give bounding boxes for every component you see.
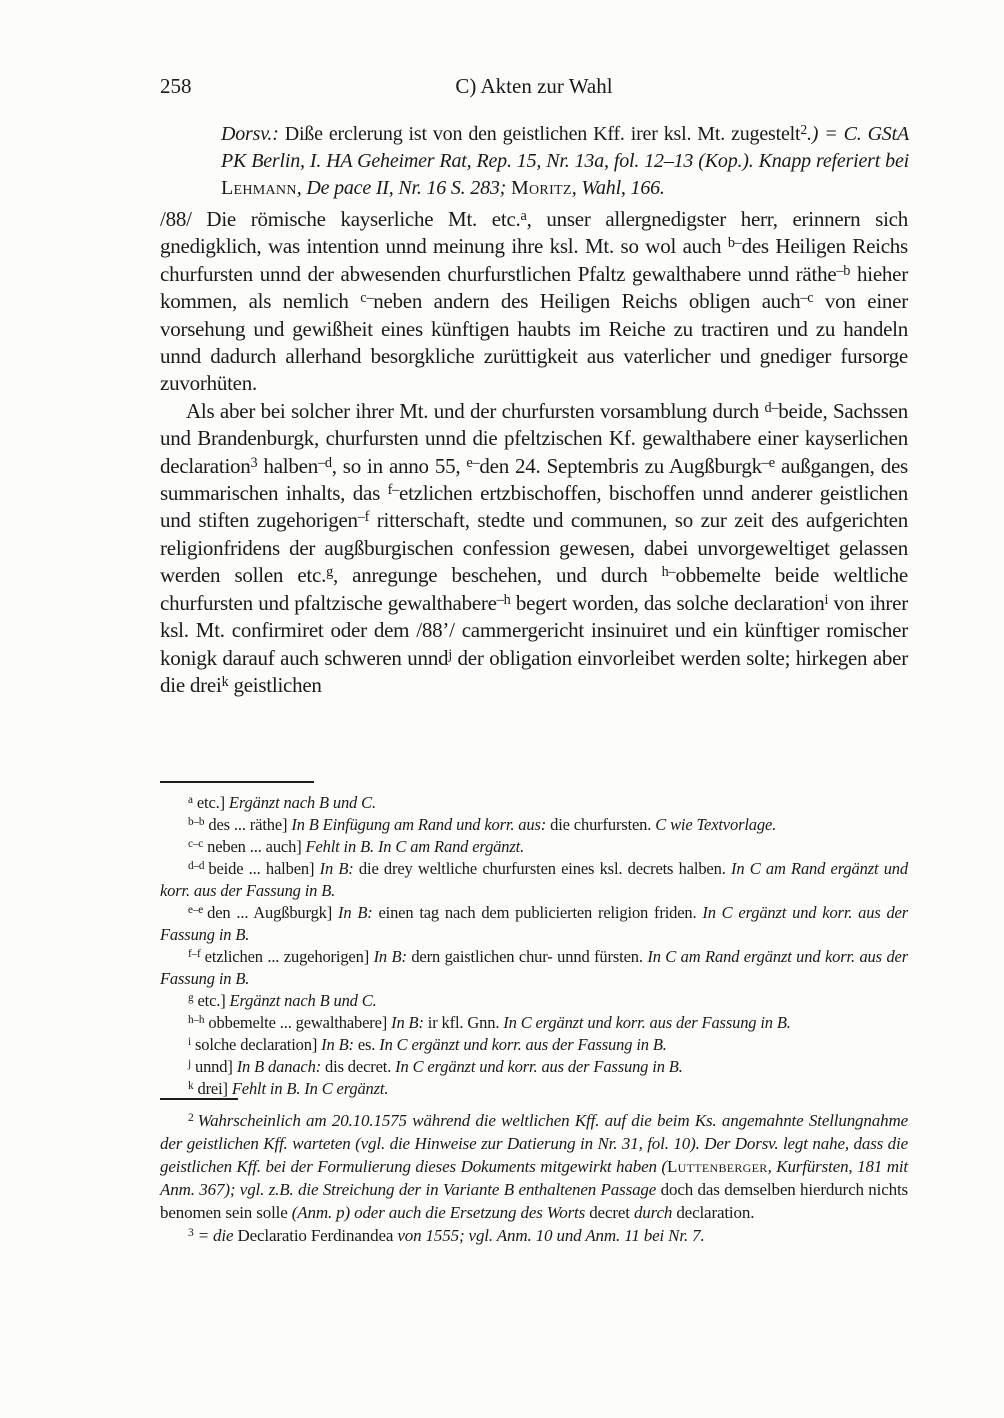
footnote-text: Wahrscheinlich am 20.10.1575 während die weltlichen Kff. auf die beim Ks. angemahnte Stellungnahme der geistlichen Kff. warteten (vgl. die Hinweise zur Datierung in Nr. 31, fol. 10). Der Dorsv. legt nahe, dass die geistlichen Kff. bei der Formulierung dieses Dokuments mitgewirkt haben (Luttenberger, Kurfürsten, 181 mit Anm. 367); vgl. z.B. die Streichung der in Variante B enthaltenen Passage doch das demselben hierdurch nichts benomen sein solle (Anm. p) oder auch die Ersetzung des Worts decret durch declaration. xyxy=(160,1111,908,1222)
apparatus-note xyxy=(160,902,908,946)
footnote-mark: 2 xyxy=(188,1111,194,1125)
apparatus-note xyxy=(160,858,908,902)
footnote-separator-rule xyxy=(160,1098,238,1100)
apparatus-note-mark: f–f xyxy=(188,948,201,961)
apparatus-note xyxy=(160,990,908,1012)
page-number: 258 xyxy=(160,74,192,98)
apparatus-note xyxy=(160,1078,908,1100)
apparatus-note-text: unnd] In B danach: dis decret. In C ergänzt und korr. aus der Fassung in B. xyxy=(194,1057,683,1076)
main-text xyxy=(160,206,908,699)
body-paragraph: /88/ Die römische kayserliche Mt. etc.$^a$, unser allergnedigster herr, erinnern sich gnedigklich, was intention unnd meinung ihre ksl. Mt. so wol auch $^{b-}$des Heiligen Reichs churfursten unnd der abwesenden churfurstlichen Pfaltz gewalthabere unnd räthe$^{-b}$ hieher kommen, als nemlich $^{c-}$neben andern des Heiligen Reichs obligen auch$^{-c}$ von einer vorsehung und gewißheit eines künftigen haubts im Reiche zu tractiren und zu handeln unnd dadurch allerhand besorgkliche zurüttigkeit aus vaterlicher und gnediger fursorge zuvorhüten. xyxy=(160,207,908,396)
apparatus-note-text: etc.] Ergänzt nach B und C. xyxy=(197,991,377,1010)
apparatus-note-mark: k xyxy=(188,1080,194,1093)
apparatus-note-mark: b–b xyxy=(188,816,205,829)
footnote xyxy=(160,1109,908,1224)
apparatus-note-text: solche declaration] In B: es. In C ergänzt und korr. aus der Fassung in B. xyxy=(194,1035,667,1054)
running-title: C) Akten zur Wahl xyxy=(455,74,613,98)
apparatus-note-mark: i xyxy=(188,1036,191,1049)
apparatus-note-text: etc.] Ergänzt nach B und C. xyxy=(196,793,376,812)
apparatus-note xyxy=(160,1034,908,1056)
apparatus-note-mark: h–h xyxy=(188,1014,205,1027)
apparatus-note xyxy=(160,1056,908,1078)
apparatus-note-text: den ... Augßburgk] In B: einen tag nach dem publicierten religion friden. In C ergänzt und korr. aus der Fassung in B. xyxy=(160,903,909,944)
apparatus-note-mark: a xyxy=(188,794,193,807)
apparatus-note-text: des ... räthe] In B Einfügung am Rand und korr. aus: die churfursten. C wie Textvorlage. xyxy=(208,815,777,834)
apparatus-note xyxy=(160,814,908,836)
apparatus-note-mark: c–c xyxy=(188,838,204,851)
dorsal-note: Dorsv.: Diße erclerung ist von den geistlichen Kff. irer ksl. Mt. zugestelt$^2$.) = C. GStA PK Berlin, I. HA Geheimer Rat, Rep. 15, Nr. 13a, fol. 12–13 (Kop.). Knapp referiert bei Lehmann, De pace II, Nr. 16 S. 283; Moritz, Wahl, 166. xyxy=(221,122,909,199)
apparatus-note xyxy=(160,792,908,814)
apparatus-note-mark: d–d xyxy=(188,860,205,873)
footnote-mark: 3 xyxy=(188,1226,194,1240)
footnotes-section xyxy=(160,1098,908,1247)
apparatus-note-text: neben ... auch] Fehlt in B. In C am Rand ergänzt. xyxy=(207,837,525,856)
apparatus-note xyxy=(160,836,908,858)
apparatus-note-mark: g xyxy=(188,992,194,1005)
apparatus-note-text: beide ... halben] In B: die drey weltliche churfursten eines ksl. decrets halben. In C am Rand ergänzt und korr. aus der Fassung in B. xyxy=(160,859,908,900)
apparatus-note-mark: j xyxy=(188,1058,191,1071)
body-paragraph: Als aber bei solcher ihrer Mt. und der churfursten vorsamblung durch $^{d-}$beide, Sachssen und Brandenburgk, churfursten unnd die pfeltzischen Kf. gewalthabere einer kayserlichen declaration$^3$ halben$^{-d}$, so in anno 55, $^{e-}$den 24. Septembris zu Augßburgk$^{-e}$ außgangen, des summarischen inhalts, das $^{f-}$etzlichen ertzbischoffen, bischoffen unnd anderer geistlichen und stiften zugehorigen$^{-f}$ ritterschaft, stedte und communen, so zur zeit des aufgerichten religionfridens der augßburgischen confession gewesen, dabei unvorgeweltiget gelassen werden sollen etc.$^g$, anregunge beschehen, und durch $^{h-}$obbemelte beide weltliche churfursten und pfaltzische gewalthabere$^{-h}$ begert worden, das solche declaration$^i$ von ihrer ksl. Mt. confirmiret oder dem /88’/ cammergericht insinuiret und ein künftiger romischer konigk darauf auch schweren unnd$^j$ der obligation einvorleibet werden solte; hirkegen aber die drei$^k$ geistlichen xyxy=(160,398,908,697)
apparatus-note-text: obbemelte ... gewalthabere] In B: ir kfl. Gnn. In C ergänzt und korr. aus der Fassung in B. xyxy=(208,1013,791,1032)
critical-apparatus xyxy=(160,781,908,1100)
apparatus-note-text: etzlichen ... zugehorigen] In B: dern gaistlichen chur- unnd fürsten. In C am Rand ergänzt und korr. aus der Fassung in B. xyxy=(160,947,908,988)
page-header xyxy=(160,74,908,99)
apparatus-note-mark: e–e xyxy=(188,904,204,917)
footnote xyxy=(160,1224,908,1247)
footnote-text: = die Declaratio Ferdinandea von 1555; vgl. Anm. 10 und Anm. 11 bei Nr. 7. xyxy=(197,1226,705,1245)
apparatus-note xyxy=(160,946,908,990)
apparatus-note xyxy=(160,1012,908,1034)
apparatus-note-text: drei] Fehlt in B. In C ergänzt. xyxy=(197,1079,389,1098)
apparatus-separator-rule xyxy=(160,781,314,783)
